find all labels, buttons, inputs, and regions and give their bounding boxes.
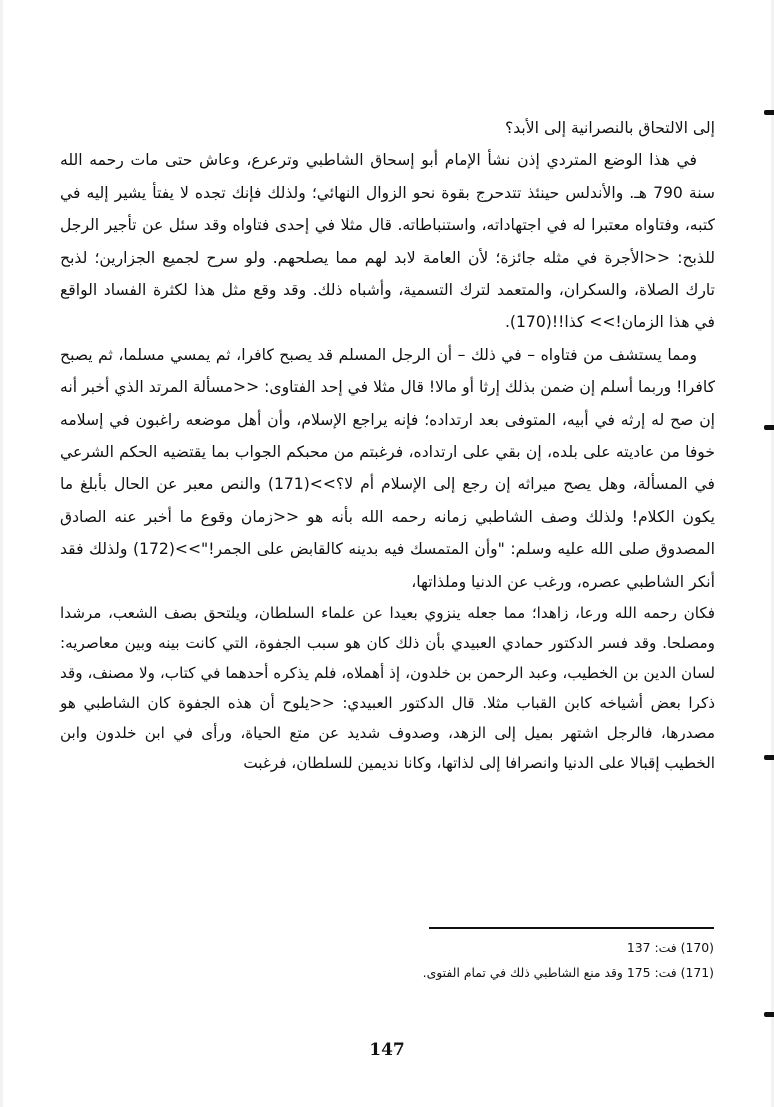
margin-mark <box>764 425 774 430</box>
margin-mark <box>764 1012 774 1017</box>
margin-mark <box>764 755 774 760</box>
footnotes <box>114 935 714 985</box>
paragraph: فكان رحمه الله ورعا، زاهدا؛ مما جعله ينزوي بعيدا عن علماء السلطان، ويلتحق بصف الشعب، مرشدا ومصلحا. وقد فسر الدكتور حمادي العبيدي بأن ذلك كان هو سبب الجفوة، التي كانت بينه وبين معاصريه: لسان الدين بن الخطيب، وعبد الرحمن بن خلدون، إذ أهملاه، فلم يذكره أحدهما في كتاب، ولا مصنف، وقد ذكرا بعض أشياخه كابن القباب مثلا. قال الدكتور العبيدي: <<يلوح أن هذه الجفوة كان الشاطبي هو مصدرها، فالرجل اشتهر بميل إلى الزهد، وصدوف شديد عن متع الحياة، ورأى في ابن خلدون وابن الخطيب إقبالا على الدنيا وانصرافا إلى لذاتها، وكانا نديمين للسلطان، فرغبت <box>60 604 715 773</box>
page-number: 147 <box>369 1040 405 1060</box>
footnote-divider <box>429 927 714 929</box>
footnote: (170) فت: 137 <box>626 940 714 955</box>
margin-mark <box>764 110 774 115</box>
paragraph: في هذا الوضع المتردي إذن نشأ الإمام أبو إسحاق الشاطبي وترعرع، وعاش حتى مات رحمه الله سنة 790 هـ. والأندلس حينئذ تتدحرج بقوة نحو الزوال النهائي؛ ولذلك فإنك تجده لا يفتأ يشير إليه في كتبه، وفتاواه معتبرا له في اجتهاداته، واستنباطاته. قال مثلا في إحدى فتاواه وقد سئل عن تأجير الرجل للذبح: <<الأجرة في مثله جائزة؛ لأن العامة لابد لهم مما يصلحهم. ولو سرح لجميع الجزارين؛ لذبح تارك الصلاة، والسكران، والمتعمد لترك التسمية، وأشباه ذلك. وقد وقع مثل هذا لكثرة الفساد الواقع في هذا الزمان!>> كذا!!(170). <box>60 151 715 332</box>
footnote: (171) فت: 175 وقد منع الشاطبي ذلك في تمام الفتوى. <box>422 965 714 980</box>
scan-edge-left <box>0 0 3 1107</box>
paragraph: ومما يستشف من فتاواه – في ذلك – أن الرجل المسلم قد يصبح كافرا، ثم يمسي مسلما، ثم يصبح كافرا! وربما أسلم إن ضمن بذلك إرثا أو مالا! قال مثلا في إحد الفتاوى: <<مسألة المرتد الذي أخبر أنه إن صح له إرثه في أبيه، المتوفى بعد ارتداده؛ فإنه يراجع الإسلام، وأن أهل موضعه راغبون في إسلامه خوفا من عاديته على بلده، إن بقي على ارتداده، فرغبتم من محبكم الجواب بما يقتضيه الحكم الشرعي في المسألة، وهل يصح ميراثه إن رجع إلى الإسلام أم لا؟>>(171) والنص معبر عن الحال بأبلغ ما يكون الكلام! ولذلك وصف الشاطبي زمانه رحمه الله بأنه هو <<زمان وقوع ما أخبر عنه الصادق المصدوق صلى الله عليه وسلم: "وأن المتمسك فيه بدينه كالقابض على الجمر!">>(172) ولذلك فقد أنكر الشاطبي عصره، ورغب عن الدنيا وملذاتها، <box>60 345 715 591</box>
paragraph-continuation: إلى الالتحاق بالنصرانية إلى الأبد؟ <box>504 119 715 137</box>
page-body <box>60 112 715 778</box>
